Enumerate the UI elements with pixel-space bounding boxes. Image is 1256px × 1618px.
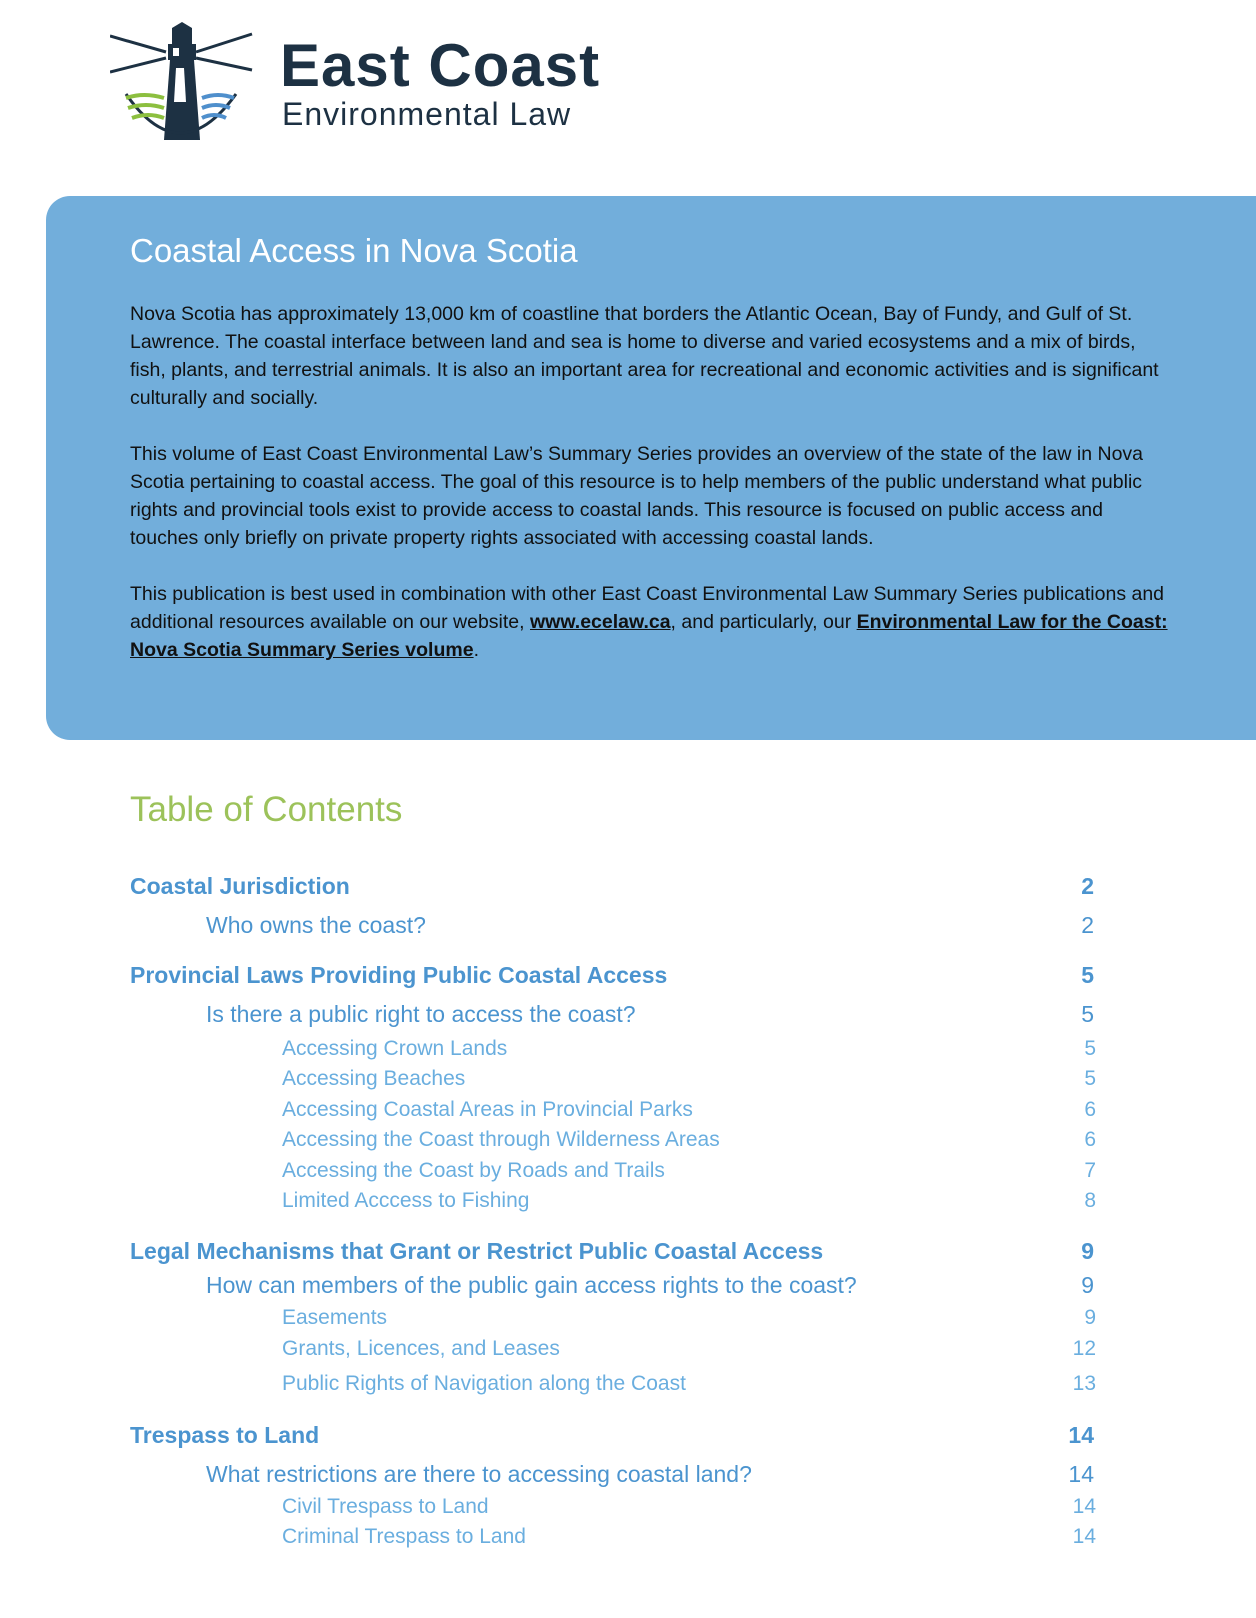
toc-entry-topic[interactable] [130,1337,1110,1369]
toc-entry-topic[interactable] [130,1159,1110,1191]
intro-text: . [473,639,479,661]
toc-entry-label: Accessing Crown Lands [282,1037,508,1060]
logo-subtitle: Environmental Law [282,96,572,132]
intro-body [130,300,1170,692]
toc-entry-subsection[interactable] [130,1461,1110,1493]
toc-entry-topic[interactable] [130,1189,1110,1221]
toc-entry-topic[interactable] [130,1098,1110,1130]
toc-entry-label: Legal Mechanisms that Grant or Restrict Public Coastal Access [130,1238,824,1264]
toc-entry-label: Who owns the coast? [206,912,426,938]
intro-paragraph-links [130,580,1170,664]
organization-logo [110,22,630,152]
toc-entry-topic[interactable] [130,1495,1110,1527]
toc-entry-label: What restrictions are there to accessing coastal land? [206,1461,752,1487]
toc-entry-topic[interactable] [130,1067,1110,1099]
toc-entry-page: 6 [1084,1128,1096,1151]
toc-entry-page: 14 [1072,1495,1096,1518]
toc-entry-label: Grants, Licences, and Leases [282,1337,560,1360]
toc-entry-section[interactable] [130,1238,1110,1270]
toc-entry-label: Limited Acccess to Fishing [282,1189,530,1212]
toc-entry-page: 5 [1081,962,1094,988]
toc-entry-page: 5 [1081,1001,1094,1027]
toc-entry-section[interactable] [130,873,1110,905]
toc-entry-label: Is there a public right to access the coast? [206,1001,636,1027]
toc-entry-section[interactable] [130,1422,1110,1454]
website-link[interactable]: www.ecelaw.ca [530,611,671,633]
toc-entry-page: 12 [1072,1337,1096,1360]
intro-paragraph: Nova Scotia has approximately 13,000 km of coastline that borders the Atlantic Ocean, Bay of Fundy, and Gulf of St. Lawrence. The coastal interface between land and sea is home to diverse and varied ecosystems and a mix of birds, fish, plants, and terrestrial animals. It is also an important area for recreational and economic activities and is significant culturally and socially. [130,303,1159,409]
toc-entry-label: Public Rights of Navigation along the Coast [282,1372,686,1395]
toc-entry-page: 14 [1068,1461,1094,1487]
toc-entry-page: 5 [1084,1067,1096,1090]
toc-entry-label: Civil Trespass to Land [282,1495,489,1518]
toc-entry-page: 5 [1084,1037,1096,1060]
toc-entry-label: Provincial Laws Providing Public Coastal Access [130,962,668,988]
intro-paragraph: This volume of East Coast Environmental Law’s Summary Series provides an overview of the state of the law in Nova Scotia pertaining to coastal access. The goal of this resource is to help members of the public understand what public rights and provincial tools exist to provide access to coastal lands. This resource is focused on public access and touches only briefly on private property rights associated with accessing coastal lands. [130,443,1144,549]
toc-entry-page: 13 [1072,1372,1096,1395]
toc-entry-page: 6 [1084,1098,1096,1121]
toc-entry-page: 14 [1068,1422,1094,1448]
lighthouse-icon [110,22,270,147]
logo-title: East Coast [280,32,601,99]
toc-entry-page: 9 [1081,1272,1094,1298]
toc-entry-page: 9 [1084,1306,1096,1329]
toc-title: Table of Contents [130,790,403,829]
toc-entry-topic[interactable] [130,1525,1110,1557]
toc-entry-subsection[interactable] [130,1272,1110,1304]
toc-entry-topic[interactable] [130,1128,1110,1160]
toc-entry-label: Coastal Jurisdiction [130,873,350,899]
toc-entry-section[interactable] [130,962,1110,994]
toc-entry-page: 14 [1072,1525,1096,1548]
toc-entry-subsection[interactable] [130,912,1110,944]
intro-text: , and particularly, our [670,611,857,633]
toc-entry-topic[interactable] [130,1037,1110,1069]
toc-entry-label: Accessing the Coast through Wilderness Areas [282,1128,720,1151]
toc-entry-label: Accessing Coastal Areas in Provincial Parks [282,1098,693,1121]
toc-entry-label: Accessing Beaches [282,1067,466,1090]
toc-entry-label: Easements [282,1306,388,1329]
intro-title: Coastal Access in Nova Scotia [130,232,578,269]
toc-entry-subsection[interactable] [130,1001,1110,1033]
toc-entry-page: 8 [1084,1189,1096,1212]
toc-entry-page: 9 [1081,1238,1094,1264]
toc-entry-label: Criminal Trespass to Land [282,1525,526,1548]
toc-entry-page: 7 [1084,1159,1096,1182]
intro-text: This publication is best used in combination with other East Coast Environmental Law Summary Series publications and additional resources available on our website, [130,583,1165,633]
toc-entry-topic[interactable] [130,1306,1110,1338]
toc-entry-page: 2 [1081,912,1094,938]
toc-entry-page: 2 [1081,873,1094,899]
summary-volume-link[interactable]: Environmental Law for the Coast: Nova Scotia Summary Series volume [130,611,1168,661]
toc-entry-label: Trespass to Land [130,1422,320,1448]
toc-entry-label: How can members of the public gain access rights to the coast? [206,1272,857,1298]
toc-entry-label: Accessing the Coast by Roads and Trails [282,1159,665,1182]
toc-entry-topic[interactable] [130,1372,1110,1404]
intro-panel [46,196,1256,740]
